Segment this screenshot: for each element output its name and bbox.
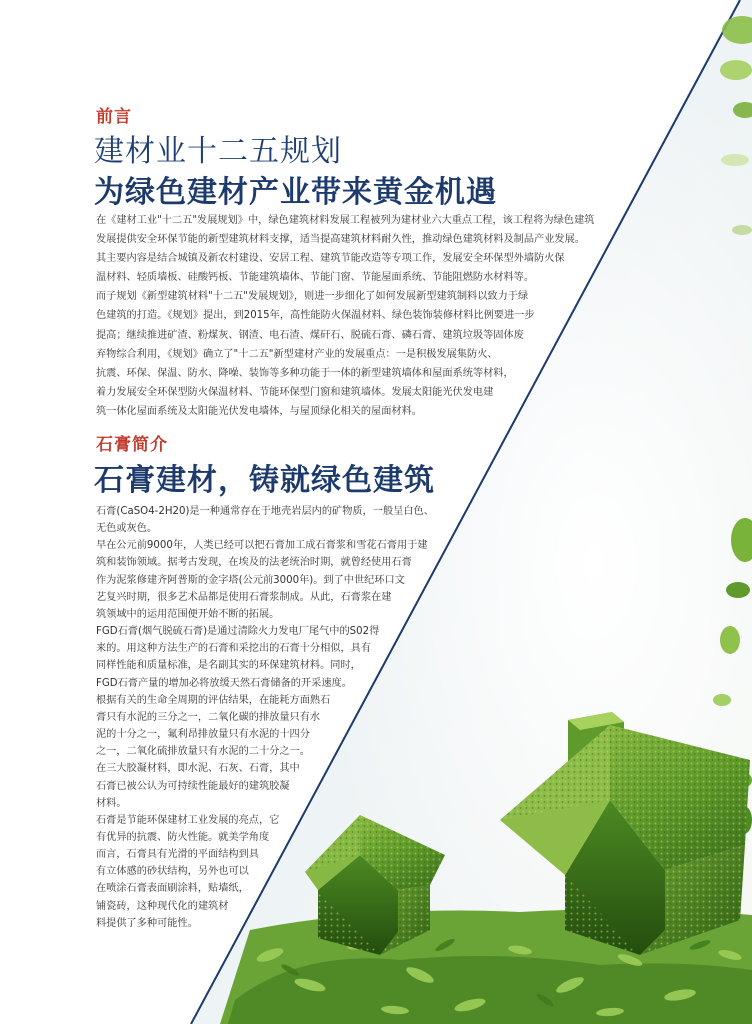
gypsum-paragraph (0, 503, 434, 932)
text-line: 作为泥浆修建齐阿普斯的金字塔(公元前3000年)。到了中世纪环口文 (96, 574, 405, 586)
text-line: 在喷涂石膏表面刷涂料，贴墙纸， (96, 883, 249, 895)
text-line: FGD石膏(烟气脱硫石膏)是通过清除火力发电厂尾气中的S02得 (96, 626, 380, 638)
text-line: 在《建材工业"十二五"发展规划》中，绿色建筑材料发展工程被列为建材业六大重点工程，该工程将为绿色建筑 (96, 215, 595, 226)
text-line: 有立体感的砂状结构，另外也可以 (96, 866, 249, 878)
text-line: 着力发展安全环保型防火保温材料、节能环保型门窗和建筑墙体。发展太阳能光伏发电建 (96, 386, 494, 398)
text-line: 根据有关的生命全周期的评估结果，在能耗方面熟石 (96, 694, 331, 706)
text-line: 料提供了多种可能性。 (96, 917, 198, 929)
text-line: 材料。 (96, 797, 127, 809)
text-line: 来的。用这种方法生产的石膏和采挖出的石膏十分相似，具有 (96, 643, 372, 655)
text-line: 筑一体化屋面系统及太阳能光伏发电墙体，与屋顶绿化相关的屋面材料。 (96, 405, 422, 417)
text-line: 石膏是节能环保建材工业发展的亮点，它 (96, 814, 280, 826)
text-line: 温材料、轻质墙板、硅酸钙板、节能建筑墙体、节能门窗、节能屋面系统、节能阻燃防水材料等。 (96, 272, 535, 284)
text-line: 石膏已被公认为可持续性能最好的建筑胶凝 (96, 780, 290, 792)
text-line: 而言，石膏具有光滑的平面结构到具 (96, 849, 259, 861)
text-line: 石膏(CaSO4-2H20)是一种通常存在于地壳岩层内的矿物质，一般呈白色、 (96, 506, 434, 517)
text-line: 铺瓷砖，这种现代化的建筑材 (96, 900, 229, 912)
text-line: 泥的十分之一，氟利昂排放量只有水泥的十四分 (96, 729, 310, 741)
section-label-preface: 前言 (96, 107, 132, 127)
text-line: 有优异的抗震、防火性能。就美学角度 (96, 831, 270, 843)
section-label-gypsum: 石膏简介 (96, 435, 168, 455)
text-line: 之一，二氧化硫排放量只有水泥的二十分之一。 (96, 746, 310, 758)
section-title-line2: 为绿色建材产业带来黄金机遇 (94, 175, 497, 210)
text-line: 筑和装饰领域。据考古发现，在埃及的法老统治时期，就曾经使用石膏 (96, 557, 412, 569)
text-line: 色建筑的打造。《规划》提出，到2015年，高性能防火保温材料、绿色装饰装修材料比例要进一步 (96, 310, 535, 322)
section-title-gypsum: 石膏建材，铸就绿色建筑 (94, 463, 435, 498)
text-line: 抗震、环保、保温、防水、降噪、装饰等多种功能于一体的新型建筑墙体和屋面系统等材料， (96, 367, 514, 379)
text-line: 无色或灰色。 (96, 523, 158, 535)
text-line: 而子规划《新型建筑材料"十二五"发展规划》，则进一步细化了如何发展新型建筑制料以致力于绿 (96, 291, 529, 303)
text-line: 早在公元前9000年，人类已经可以把石膏加工成石膏浆和雪花石膏用于建 (96, 540, 428, 552)
text-line: 弃物综合利用，《规划》确立了"十二五"新型建材产业的发展重点：一是积极发展集防火、 (96, 348, 498, 360)
text-line: 其主要内容是结合城镇及新农村建设、安居工程、建筑节能改造等专项工作，发展安全环保型外墙防火保 (96, 253, 565, 265)
text-line: 在三大胶凝材料，即水泥、石灰、石膏，其中 (96, 763, 300, 775)
text-line: 同样性能和质量标准，是名副其实的环保建筑材料。同时， (96, 660, 361, 672)
text-line: 提高；继续推进矿渣、粉煤灰、钢渣、电石渣、煤矸石、脱硫石膏、磷石膏、建筑垃圾等固体废 (96, 329, 524, 341)
text-line: 发展提供安全环保节能的新型建筑材料支撑，适当提高建筑材料耐久性，推动绿色建筑材料及制品产业发展。 (96, 234, 585, 246)
text-line: FGD石膏产量的增加必将放缓天然石膏储备的开采速度。 (96, 677, 352, 689)
text-line: 艺复兴时期，很多艺术品都是使用石膏浆制成。从此，石膏浆在建 (96, 591, 392, 603)
text-line: 膏只有水泥的三分之一，二氧化碳的排放量只有水 (96, 711, 321, 723)
section-title-line1: 建材业十二五规划 (94, 134, 342, 169)
text-line: 筑领域中的运用范围便开始不断的拓展。 (96, 608, 280, 620)
preface-paragraph (96, 211, 594, 421)
